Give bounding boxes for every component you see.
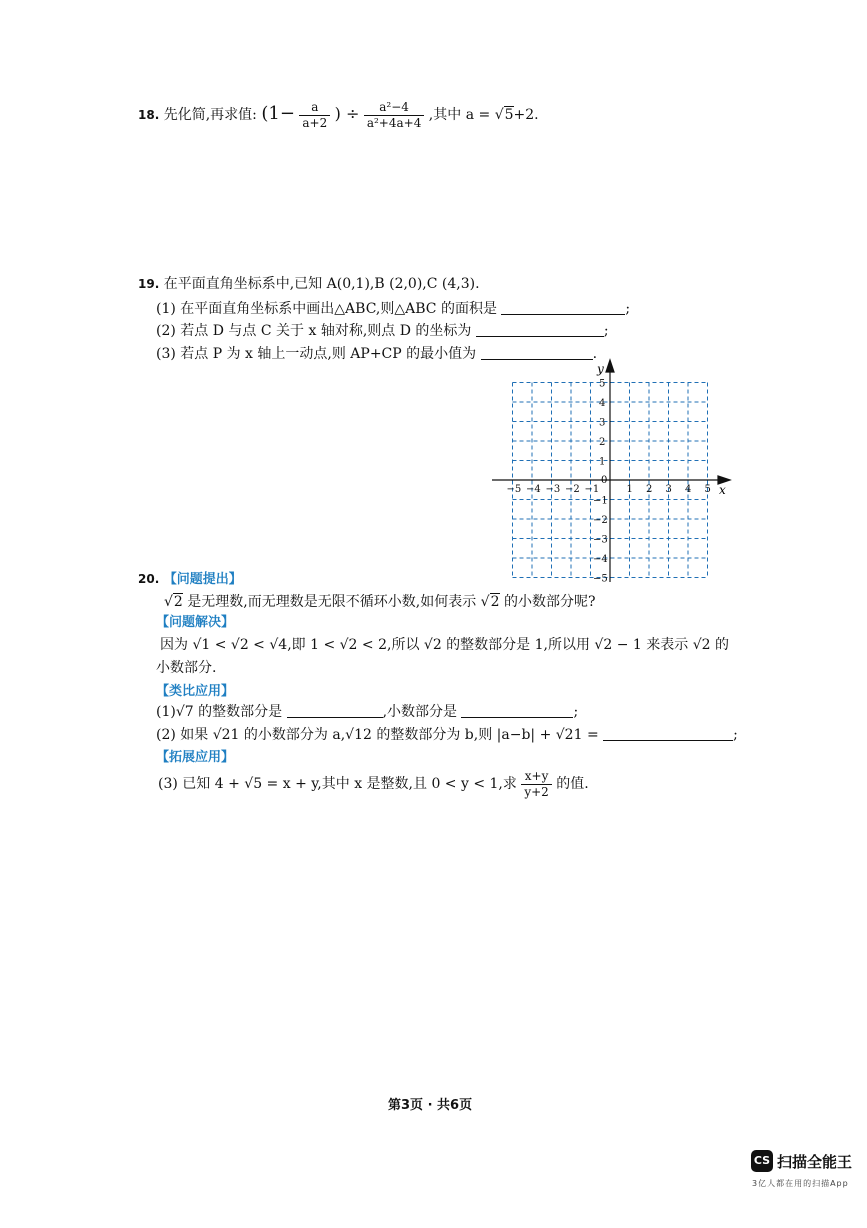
x-tick-label: 1 [626,484,633,495]
q19-part-2 [156,320,609,340]
q20-solution-line-1: 因为 √1 < √2 < √4,即 1 < √2 < 2,所以 √2 的整数部分是 1,所以用 √2 − 1 来表示 √2 的 [160,637,729,653]
q19-part-2-text: (2) 若点 D 与点 C 关于 x 轴对称,则点 D 的坐标为 [156,323,472,339]
y-tick-label: −1 [593,495,608,507]
scanner-slogan: 3亿人都在用的扫描App [752,1179,849,1188]
section-tag-problem: 【问题提出】 [163,572,242,587]
y-tick-label: 1 [599,456,606,468]
q20-extension [158,766,589,802]
q20-intro: √2 是无理数,而无理数是无限不循环小数,如何表示 √2 的小数部分呢? [164,594,596,610]
fraction-denominator: a+2 [302,115,328,130]
section-tag-analogy [156,680,234,699]
q20-application-1 [156,701,578,721]
x-tick-label: 2 [646,484,653,495]
q19-part-1-text: (1) 在平面直角坐标系中画出△ABC,则△ABC 的面积是 [156,301,497,317]
fraction-denominator: y+2 [524,784,549,799]
q18-divide: ) ÷ [334,104,360,123]
q20-ext-text: (3) 已知 4 + √5 = x + y,其中 x 是整数,且 0 < y < 1,求 [158,776,517,792]
section-tag-label: 【问题解决】 [156,615,235,630]
question-number: 19. [138,277,160,291]
fraction-numerator: x+y [521,769,551,785]
section-tag-label: 【类比应用】 [156,684,235,699]
sqrt-value: 2 [490,594,500,610]
section-tag-label: 【拓展应用】 [156,750,235,765]
y-tick-label: −4 [593,554,608,565]
x-tick-label: −5 [506,484,522,495]
y-tick-label: 3 [599,417,606,429]
answer-blank[interactable] [476,336,604,337]
answer-blank[interactable] [287,717,383,718]
q18-fraction-2 [364,100,425,131]
q18-sqrt-value: 5 [504,107,514,123]
x-tick-label: −1 [584,484,600,495]
question-19 [138,273,480,293]
y-tick-label: −5 [593,573,608,585]
q18-condition: ,其中 a = [428,107,495,123]
y-tick-label: 5 [599,378,606,390]
q19-part-1 [156,298,630,318]
fraction-denominator: a²+4a+4 [366,115,422,130]
q19-part-3-text: (3) 若点 P 为 x 轴上一动点,则 AP+CP 的最小值为 [156,346,477,362]
x-tick-label: 3 [665,484,672,495]
q20-solution-line-2: 小数部分. [156,660,217,676]
axes [492,360,730,582]
q20-app1-text: (1)√7 的整数部分是 [156,704,283,720]
answer-blank[interactable] [501,314,625,315]
origin-label: 0 [601,475,608,486]
scanner-logo-icon: CS [751,1150,773,1172]
question-number: 18. [138,108,160,122]
fraction-numerator: a²−4 [364,100,425,116]
y-tick-label: 4 [599,398,606,409]
q20-app1-text-mid: ,小数部分是 [382,704,458,720]
q20-intro-text-end: 的小数部分呢? [503,594,596,610]
q20-application-2 [156,724,738,744]
x-tick-label: −2 [565,484,580,495]
x-tick-label: −3 [545,484,561,495]
y-tick-label: −2 [593,515,608,526]
answer-blank[interactable] [603,740,733,741]
x-tick-label: 5 [704,484,711,495]
punct: . [592,346,598,362]
section-tag-solution [156,611,234,630]
question-18: 18. 先化简,再求值: (1− $\frac{a}{a+2}$ ) ÷ $\frac{\text{a²−4}}{\text{a²+4a+4}}$ ,其中 a = √5+2. [138,99,539,130]
answer-blank[interactable] [461,717,573,718]
x-tick-label: −4 [526,484,541,495]
punct: ; [625,301,631,317]
fraction-numerator: a [299,100,330,116]
question-number: 20. [138,572,160,586]
q20-app2-text: (2) 如果 √21 的小数部分为 a,√12 的整数部分为 b,则 |a−b| + √21 = [156,727,599,743]
q20-ext-fraction [521,769,551,800]
x-tick-label: 4 [685,484,692,495]
x-axis-label: x [719,483,726,497]
q20-intro-text: 是无理数,而无理数是无限不循环小数,如何表示 [187,594,477,610]
punct: ; [573,704,579,720]
q18-fraction-1 [299,100,330,131]
q19-stem: 在平面直角坐标系中,已知 A(0,1),B (2,0),C (4,3). [163,276,480,292]
q18-stem: 先化简,再求值: [163,107,257,123]
page-footer: 第3页 · 共6页 [388,1098,473,1113]
punct: ; [603,323,609,339]
question-20 [138,568,242,587]
scanner-app-name: 扫描全能王 [777,1153,853,1171]
punct: ; [733,727,738,743]
q18-condition-end: +2. [513,107,539,123]
y-axis-arrow [606,360,614,372]
y-tick-label: 2 [599,437,606,448]
coordinate-grid [490,356,735,586]
y-axis-label: y [597,362,604,376]
section-tag-extension [156,746,234,765]
y-tick-label: −3 [593,534,608,546]
q18-expr-left: (1− [261,103,295,124]
q20-ext-text-end: 的值. [556,776,589,792]
sqrt-value: 2 [173,594,183,610]
